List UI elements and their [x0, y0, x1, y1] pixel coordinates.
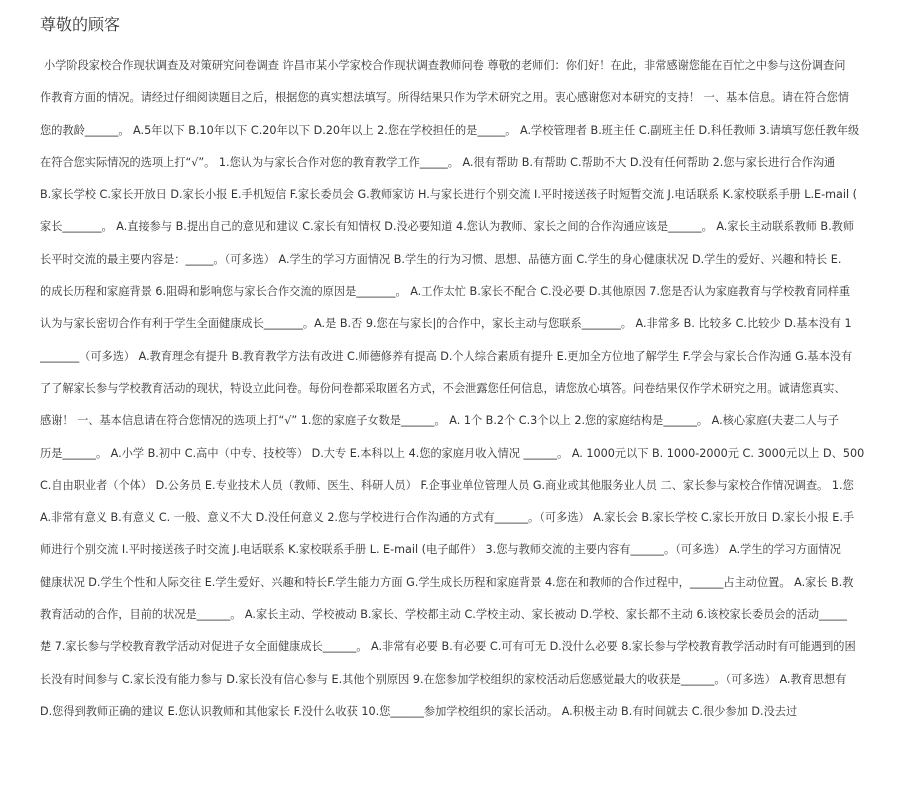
- paragraph-line: 长平时交流的最主要内容是：_____。（可多选） A.学生的学习方面情况 B.学生的行为习惯、思想、品德方面 C.学生的身心健康状况 D.学生的爱好、兴趣和特长 E.: [40, 252, 842, 266]
- paragraph-line: 师进行个别交流 I.平时接送孩子时交流 J.电话联系 K.家校联系手册 L. E-mail (电子邮件） 3.您与教师交流的主要内容有______。（可多选） A.学生的学习方面情况: [40, 543, 841, 557]
- paragraph-line: B.家长学校 C.家长开放日 D.家长小报 E.手机短信 F.家长委员会 G.教师家访 H.与家长进行个别交流 I.平时接送孩子时短暂交流 J.电话联系 K.家校联系手册 L.E-mail (: [40, 188, 858, 202]
- paragraph-line: 认为与家长密切合作有利于学生全面健康成长_______。A.是 B.否 9.您在与家长|的合作中，家长主动与您联系_______。 A.非常多 B. 比较多 C.比较少 D.基本没有 1: [40, 317, 852, 331]
- paragraph-line: 的成长历程和家庭背景 6.阻碍和影响您与家长合作交流的原因是_______。 A.工作太忙 B.家长不配合 C.没必要 D.其他原因 7.您是否认为家庭教育与学校教育同样重: [40, 285, 851, 299]
- paragraph-line: 长没有时间参与 C.家长没有能力参与 D.家长没有信心参与 E.其他个别原因 9.在您参加学校组织的家校活动后您感觉最大的收获是______。（可多选） A.教育思想有: [40, 672, 847, 686]
- paragraph-line: 健康状况 D.学生个性和人际交往 E.学生爱好、兴趣和特长F.学生能力方面 G.学生成长历程和家庭背景 4.您在和教师的合作过程中，______占主动位置。 A.家长 B.教: [40, 575, 854, 589]
- paragraph-line: 历是______。 A.小学 B.初中 C.高中（中专、技校等） D.大专 E.本科以上 4.您的家庭月收入情况 ______。 A. 1000元以下 B. 1000-2000元 C. 3000元以上 D、500: [40, 446, 865, 460]
- paragraph-line: 您的教龄______。 A.5年以下 B.10年以下 C.20年以下 D.20年以上 2.您在学校担任的是_____。 A.学校管理者 B.班主任 C.副班主任 D.科任教师 3.请填写您任教年级: [40, 123, 860, 137]
- paragraph-line: 在符合您实际情况的选项上打“√”。 1.您认为与家长合作对您的教育教学工作_____。 A.很有帮助 B.有帮助 C.帮助不大 D.没有任何帮助 2.您与家长进行合作沟通: [40, 155, 836, 169]
- paragraph-line: 家长_______。 A.直接参与 B.提出自己的意见和建议 C.家长有知情权 D.没必要知道 4.您认为教师、家长之间的合作沟通应该是______。 A.家长主动联系教师 B.教师: [40, 220, 855, 234]
- paragraph-line: _______（可多选） A.教育理念有提升 B.教育教学方法有改进 C.师德修养有提高 D.个人综合素质有提升 E.更加全方位地了解学生 F.学会与家长合作沟通 G.基本没有: [40, 349, 853, 363]
- document-body: [40, 56, 900, 734]
- paragraph-line: 教育活动的合作，目前的状况是______。 A.家长主动、学校被动 B.家长、学校都主动 C.学校主动、家长被动 D.学校、家长都不主动 6.该校家长委员会的活动_____: [40, 608, 848, 622]
- document-title: 尊敬的顾客: [40, 15, 121, 34]
- paragraph-line: 小学阶段家校合作现状调查及对策研究问卷调查 许昌市某小学家校合作现状调查教师问卷 尊敬的老师们：你们好！在此，非常感谢您能在百忙之中参与这份调查问: [44, 59, 846, 72]
- paragraph-line: A.非常有意义 B.有意义 C. 一般、意义不大 D.没任何意义 2.您与学校进行合作沟通的方式有______。（可多选） A.家长会 B.家长学校 C.家长开放日 D.家长小报 E.手: [40, 511, 855, 525]
- paragraph-line: D.您得到教师正确的建议 E.您认识教师和其他家长 F.没什么收获 10.您______参加学校组织的家长活动。 A.积极主动 B.有时间就去 C.很少参加 D.没去过: [40, 704, 798, 718]
- paragraph-line: 作教育方面的情况。请经过仔细阅读题目之后，根据您的真实想法填写。所得结果只作为学术研究之用。衷心感谢您对本研究的支持！ 一、基本信息。请在符合您情: [40, 91, 850, 105]
- paragraph-line: 感谢！ 一、基本信息请在符合您情况的选项上打“√” 1.您的家庭子女数是______。 A. 1个 B.2个 C.3个以上 2.您的家庭结构是______。 A.核心家庭(夫妻二人与子: [40, 414, 839, 428]
- paragraph-line: C.自由职业者（个体） D.公务员 E.专业技术人员（教师、医生、科研人员） F.企事业单位管理人员 G.商业或其他服务业人员 二、家长参与家校合作情况调查。 1.您: [40, 478, 854, 492]
- paragraph-line: 了了解家长参与学校教育活动的现状，特设立此问卷。每份问卷都采取匿名方式，不会泄露您任何信息，请您放心填答。问卷结果仅作学术研究之用。诚请您真实、: [40, 381, 846, 395]
- paragraph-line: 楚 7.家长参与学校教育教学活动对促进子女全面健康成长______。 A.非常有必要 B.有必要 C.可有可无 D.没什么必要 8.家长参与学校教育教学活动时有可能遇到的困: [40, 640, 856, 654]
